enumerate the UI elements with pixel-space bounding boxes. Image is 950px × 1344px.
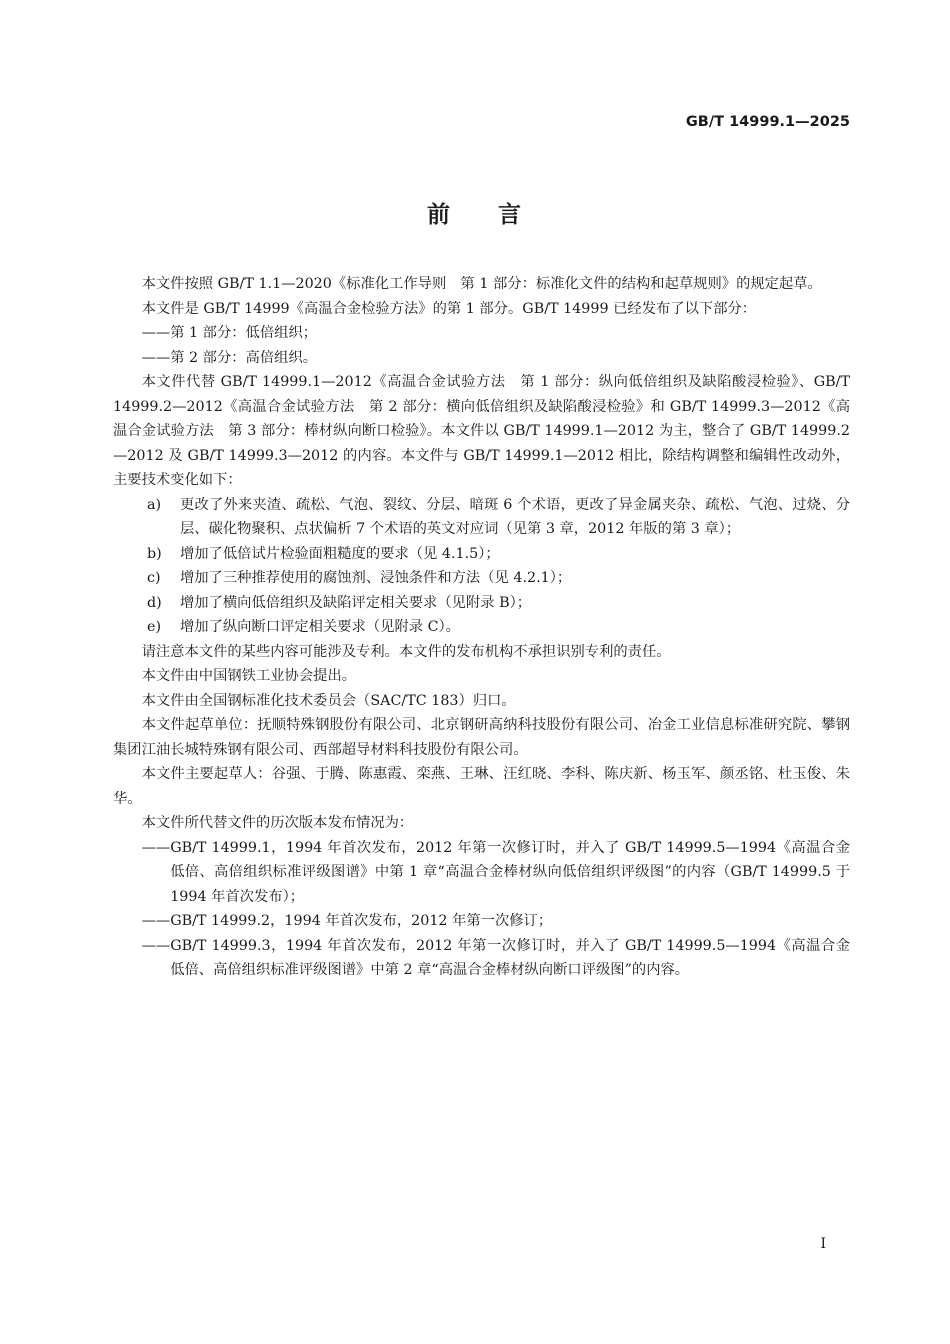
history-item-1: ——GB/T 14999.1，1994 年首次发布，2012 年第一次修订时，并入了 GB/T 14999.5—1994《高温合金低倍、高倍组织标准评级图谱》中第 1 章“高温合金棒材纵向低倍组织评级图”的内容（GB/T 14999.5 于 1994 年首次发布）； xyxy=(141,839,850,905)
history-item-3: ——GB/T 14999.3，1994 年首次发布，2012 年第一次修订时，并入了 GB/T 14999.5—1994《高温合金低倍、高倍组织标准评级图谱》中第 2 章“高温合金棒材纵向断口评级图”的内容。 xyxy=(141,937,850,978)
change-text: 增加了三种推荐使用的腐蚀剂、浸蚀条件和方法（见 4.2.1）； xyxy=(180,570,572,586)
change-text: 更改了外来夹渣、疏松、气泡、裂纹、分层、暗斑 6 个术语，更改了异金属夹杂、疏松、气泡、过烧、分层、碳化物聚积、点状偏析 7 个术语的英文对应词（见第 3 章，2012 年版的第 3 章）； xyxy=(180,496,850,537)
change-label: e) xyxy=(147,619,162,635)
title-char-1: 前 xyxy=(427,202,452,228)
history-item-2: ——GB/T 14999.2，1994 年首次发布，2012 年第一次修订； xyxy=(141,913,553,929)
paragraph-drafters: 本文件主要起草人：谷强、于腾、陈惠霞、栾燕、王琳、汪红晓、李科、陈庆新、杨玉军、颜丞铭、杜玉俊、朱华。 xyxy=(113,766,850,807)
paragraph-committee: 本文件由全国钢标准化技术委员会（SAC/TC 183）归口。 xyxy=(141,692,516,709)
list-item-part1: ——第 1 部分：低倍组织； xyxy=(141,325,318,341)
change-label: b) xyxy=(147,545,162,562)
paragraph-history-intro: 本文件所代替文件的历次版本发布情况为： xyxy=(141,815,414,831)
paragraph-part-info: 本文件是 GB/T 14999《高温合金检验方法》的第 1 部分。GB/T 14999 已经发布了以下部分： xyxy=(141,300,757,317)
change-text: 增加了横向低倍组织及缺陷评定相关要求（见附录 B）； xyxy=(180,594,532,611)
list-item-part2: ——第 2 部分：高倍组织。 xyxy=(141,349,318,366)
change-label: c) xyxy=(147,570,161,586)
paragraph-drafting-rules: 本文件按照 GB/T 1.1—2020《标准化工作导则 第 1 部分：标准化文件的结构和起草规则》的规定起草。 xyxy=(141,276,822,292)
page-title xyxy=(0,196,950,229)
title-char-2: 言 xyxy=(498,202,523,228)
change-item-c xyxy=(113,566,850,591)
change-label: a) xyxy=(147,496,162,513)
change-item-e xyxy=(113,615,850,640)
change-text: 增加了低倍试片检验面粗糙度的要求（见 4.1.5）； xyxy=(180,545,500,562)
change-item-d xyxy=(113,591,850,616)
change-text: 增加了纵向断口评定相关要求（见附录 C）。 xyxy=(180,619,460,635)
change-label: d) xyxy=(147,594,162,611)
paragraph-patent-notice: 请注意本文件的某些内容可能涉及专利。本文件的发布机构不承担识别专利的责任。 xyxy=(141,643,671,660)
change-item-b xyxy=(113,542,850,567)
foreword-body xyxy=(113,272,850,983)
paragraph-replacement: 本文件代替 GB/T 14999.1—2012《高温合金试验方法 第 1 部分：纵向低倍组织及缺陷酸浸检验》、GB/T 14999.2—2012《高温合金试验方法 第 2 部分：横向低倍组织及缺陷酸浸检验》和 GB/T 14999.3—2012《高温合金试验方法 第 3 部分：棒材纵向断口检验》。本文件以 GB/T 14999.1—2012 为主，整合了 GB/T 14999.2—2012 及 GB/T 14999.3—2012 的内容。本文件与 GB/T 14999.1—2012 相比，除结构调整和编辑性改动外，主要技术变化如下： xyxy=(113,374,850,488)
standard-number: GB/T 14999.1—2025 xyxy=(685,114,850,130)
paragraph-proposer: 本文件由中国钢铁工业协会提出。 xyxy=(141,668,357,684)
page-number: I xyxy=(820,1236,826,1252)
change-item-a xyxy=(113,493,850,542)
paragraph-drafting-units: 本文件起草单位：抚顺特殊钢股份有限公司、北京钢研高纳科技股份有限公司、冶金工业信息标准研究院、攀钢集团江油长城特殊钢有限公司、西部超导材料科技股份有限公司。 xyxy=(113,717,850,758)
